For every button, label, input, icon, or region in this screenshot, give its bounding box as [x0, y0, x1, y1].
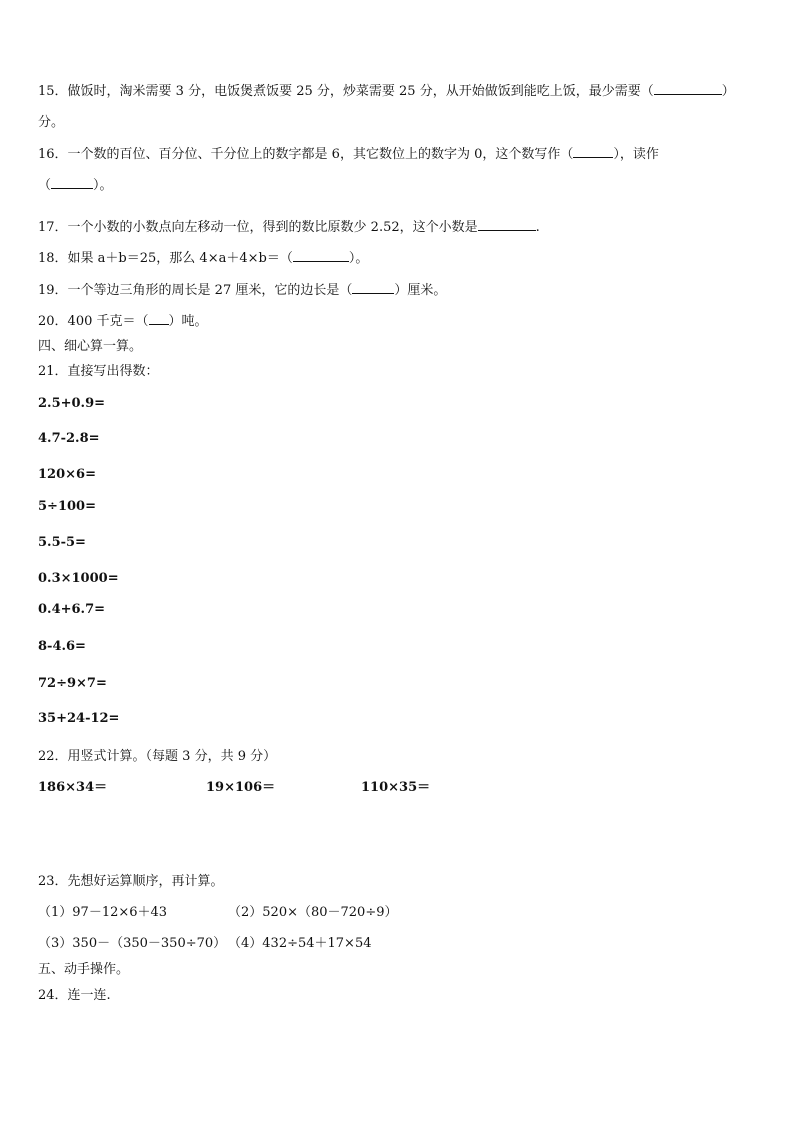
answer-blank[interactable] [654, 82, 722, 95]
calc-item: 4.7-2.8= [38, 431, 100, 446]
question-24-title: 24．连一连. [38, 988, 111, 1003]
q16-read: ），读作 [613, 147, 659, 162]
calc-item: 120×6= [38, 467, 96, 482]
question-16 [38, 145, 659, 164]
question-15-cont [38, 114, 64, 132]
question-22-title: 22．用竖式计算。（每题 3 分，共 9 分） [38, 749, 277, 764]
answer-blank[interactable] [149, 312, 169, 325]
answer-blank[interactable] [51, 176, 93, 189]
q20-end: ）吨。 [168, 314, 208, 329]
order-calc-item: （1）97－12×6＋43 [38, 905, 168, 920]
answer-blank[interactable] [293, 249, 349, 262]
answer-blank[interactable] [573, 145, 613, 158]
q17-end: . [535, 220, 540, 235]
q19-text: 19．一个等边三角形的周长是 27 厘米，它的边长是（ [38, 283, 353, 298]
calc-item: 2.5+0.9= [38, 396, 106, 411]
q16-text: 16．一个数的百位、百分位、千分位上的数字都是 6，其它数位上的数字为 0，这个数写作（ [38, 147, 574, 162]
calc-item: 8-4.6= [38, 639, 86, 654]
section-5-heading: 五、动手操作。 [38, 962, 130, 977]
question-16-cont [38, 176, 113, 195]
q19-end: ）厘米。 [394, 283, 447, 298]
q15-text: 15．做饭时，淘米需要 3 分，电饭煲煮饭要 25 分，炒菜需要 25 分，从开始做饭到能吃上饭，最少需要（ [38, 84, 654, 99]
calc-item: 5÷100= [38, 499, 96, 514]
calc-item: 35+24-12= [38, 711, 120, 726]
answer-blank[interactable] [352, 281, 394, 294]
vertical-calc-item: 110×35＝ [361, 780, 431, 795]
question-18 [38, 249, 368, 268]
calc-item: 72÷9×7= [38, 676, 107, 691]
vertical-calc-item: 186×34＝ [38, 780, 108, 795]
calc-item: 0.4+6.7= [38, 602, 106, 617]
q18-text: 18．如果 a＋b＝25，那么 4×a＋4×b＝（ [38, 251, 293, 266]
vertical-calc-item: 19×106＝ [206, 780, 276, 795]
question-17 [38, 218, 540, 237]
order-calc-item: （3）350－（350－350÷70） [38, 936, 227, 951]
order-calc-item: （4）432÷54＋17×54 [228, 936, 372, 951]
q17-text: 17．一个小数的小数点向左移动一位，得到的数比原数少 2.52，这个小数是 [38, 220, 478, 235]
question-21-title: 21．直接写出得数： [38, 364, 159, 379]
question-15 [38, 82, 735, 101]
q15-unit: 分。 [38, 115, 65, 130]
calc-item: 0.3×1000= [38, 571, 119, 586]
calc-item: 5.5-5= [38, 535, 86, 550]
q15-close: ） [721, 84, 735, 99]
section-4-heading: 四、细心算一算。 [38, 339, 143, 354]
question-19 [38, 281, 446, 300]
q16-open: （ [38, 178, 52, 193]
q18-end: ）。 [348, 251, 369, 266]
q16-close: ）。 [93, 178, 113, 193]
q20-text: 20．400 千克＝（ [38, 314, 149, 329]
order-calc-item: （2）520×（80－720÷9） [228, 905, 398, 920]
question-23-title: 23．先想好运算顺序，再计算。 [38, 874, 224, 889]
answer-blank[interactable] [478, 218, 536, 231]
question-20 [38, 312, 208, 331]
